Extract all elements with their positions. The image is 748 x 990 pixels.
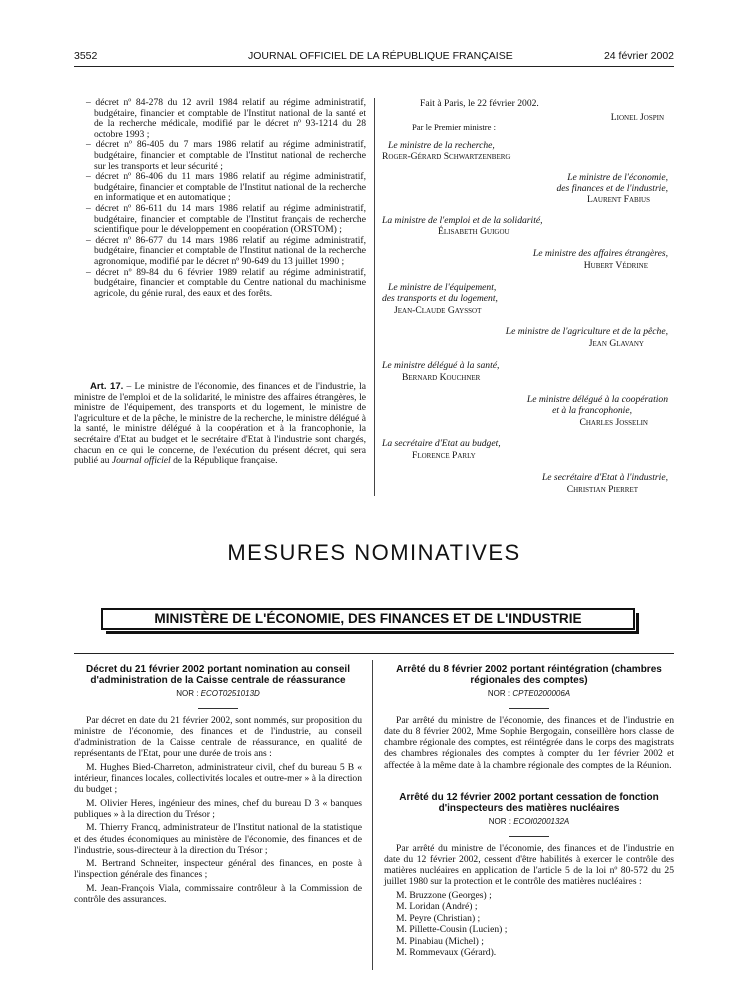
signatory-role: La secrétaire d'Etat au budget, (382, 438, 501, 449)
decret-title: Décret du 21 février 2002 portant nomination au conseil d'administration de la Caisse centrale de réassurance (86, 664, 350, 686)
article-17 (74, 382, 366, 467)
arrete-cessation (384, 792, 674, 959)
article-text: – Le ministre de l'économie, des finances et de l'industrie, la ministre de l'emploi et de la solidarité, le ministre des affaires étrangères, le ministre de l'équipement, des transports et du logement, le ministre de l'agriculture et de la pêche, le ministre de la recherche, le ministre délégué à la santé, le ministre délégué à la coopération et à la francophonie, la secrétaire d'Etat au budget et le secrétaire d'Etat à l'industrie sont chargés, chacun en ce qui le concerne, de l'exécution du présent décret, qui sera publié au (74, 381, 366, 467)
signatory-name: Roger-Gérard Schwartzenberg (382, 151, 511, 162)
article-label: Art. 17. (90, 381, 124, 392)
decret-nor (74, 689, 362, 700)
arrete-title: Arrêté du 12 février 2002 portant cessation de fonction d'inspecteurs des matières nucléaires (399, 792, 659, 814)
decree-item: – décret nº 89-84 du 6 février 1989 relatif au régime administratif, budgétaire, financier et comptable du Centre national du machinisme agricole, du génie rural, des eaux et des forêts. (86, 266, 366, 299)
ministry-rule (74, 653, 674, 654)
list-item: M. Pillette-Cousin (Lucien) ; (396, 924, 508, 936)
list-item: M. Rommevaux (Gérard). (396, 947, 497, 959)
signatory-role: La ministre de l'emploi et de la solidarité, (382, 215, 543, 226)
inspector-list (384, 890, 674, 959)
signatory-role: Le ministre de l'économie, (567, 172, 668, 183)
decret-member: M. Thierry Francq, administrateur de l'Institut national de la statistique et des études économiques au ministère de l'économie, des finances et de l'industrie, sous-directeur à la direction du Trésor ; (74, 822, 362, 856)
nor-label: NOR : (488, 817, 511, 826)
signatory-name: Christian Pierret (566, 484, 638, 495)
nor-code: ECOT0251013D (200, 689, 260, 698)
column-divider-bottom (372, 660, 373, 970)
issue-date: 24 février 2002 (603, 50, 674, 62)
nor-label: NOR : (487, 689, 511, 698)
decree-item: – décret nº 86-611 du 14 mars 1986 relatif au régime administratif, budgétaire, financier et comptable de l'Institut français de recherche scientifique pour le développement en coopération (ORSTOM) ; (86, 202, 366, 236)
arrete-title: Arrêté du 8 février 2002 portant réintégration (chambres régionales des comptes) (396, 664, 662, 686)
decret-member: M. Jean-François Viala, commissaire contrôleur à la Commission de contrôle des assurances. (74, 882, 362, 906)
place-date: Fait à Paris, le 22 février 2002. (420, 98, 539, 109)
arrete-text: Par arrêté du ministre de l'économie, des finances et de l'industrie en date du 8 février 2002, Mme Sophie Bergogain, conseillère hors classe de chambre régionale des comptes, est réintégrée dans le corps des magistrats des chambres régionales des comptes à compter du 1er février 2002 et affectée à la même date à la chambre régionale des comptes de la Réunion. (384, 714, 674, 771)
decree-item: – décret nº 86-405 du 7 mars 1986 relatif au régime administratif, budgétaire, financier et comptable de l'Institut national de recherche sur les transports et leur sécurité ; (86, 139, 366, 172)
list-item: M. Loridan (André) ; (396, 901, 478, 913)
pm-intro: Par le Premier ministre : (412, 122, 497, 132)
list-item: M. Pinabiau (Michel) ; (396, 935, 484, 947)
signatory-name: Élisabeth Guigou (438, 226, 510, 237)
decree-item: – décret nº 84-278 du 12 avril 1984 relatif au régime administratif, budgétaire, financier et comptable de l'Institut national de la santé et de la recherche médicale, modifié par le décret nº 93-1214 du 28 octobre 1993 ; (86, 97, 366, 140)
arrete-nor (384, 817, 674, 828)
signatory-role: Le ministre de la recherche, (388, 140, 495, 151)
signatory-role: Le secrétaire d'Etat à l'industrie, (541, 472, 668, 483)
signatory-name: Jean Glavany (588, 338, 644, 349)
signatory-role: Le ministre délégué à la coopération (526, 394, 668, 405)
decree-item: – décret nº 86-406 du 11 mars 1986 relatif au régime administratif, budgétaire, financier et comptable de l'Institut national de la recherche en informatique et en automatique ; (86, 171, 366, 204)
separator-rule (198, 708, 238, 709)
arrete-text: Par arrêté du ministre de l'économie, des finances et de l'industrie en date du 12 février 2002, cessent d'être habilités à exercer le contrôle des matières nucléaires en application de l'article 5 de la loi nº 80-572 du 25 juillet 1980 sur la protection et le contrôle des matières nucléaires : (384, 842, 674, 888)
header-rule (74, 66, 674, 67)
signatory-role: Le ministre de l'agriculture et de la pêche, (505, 326, 668, 337)
ministry-banner (101, 608, 635, 630)
signatory-role: Le ministre délégué à la santé, (382, 360, 500, 371)
signatory-name: Florence Parly (412, 450, 476, 461)
signatory-role: et à la francophonie, (552, 405, 632, 416)
decret-member: M. Bertrand Schneiter, inspecteur général des finances, en poste à l'inspection générale des finances ; (74, 858, 362, 881)
section-title: MESURES NOMINATIVES (227, 540, 521, 565)
column-divider (374, 98, 375, 496)
signatory-role: Le ministre des affaires étrangères, (532, 248, 668, 259)
signatory-name: Laurent Fabius (587, 194, 650, 205)
separator-rule (509, 708, 549, 709)
decret-caisse (74, 664, 362, 907)
decree-list-column (86, 98, 366, 299)
nor-code: CPTE0200006A (512, 689, 571, 698)
signatory-role: des transports et du logement, (382, 293, 498, 304)
signatory-name: Jean-Claude Gayssot (394, 305, 482, 316)
decret-intro: Par décret en date du 21 février 2002, sont nommés, sur proposition du ministre de l'économie, des finances et de l'industrie, au conseil d'administration de la Caisse centrale de réassurance, en qualité de représentants de l'Etat, pour une durée de trois ans : (74, 714, 362, 760)
decret-member: M. Hughes Bied-Charreton, administrateur civil, chef du bureau 5 B « intérieur, finances locales, collectivités locales et outre-mer » à la direction du budget ; (74, 761, 362, 796)
article-text-end: de la République française. (170, 455, 278, 467)
separator-rule (509, 836, 549, 837)
signatory-name: Bernard Kouchner (402, 372, 481, 383)
article-italic: Journal officiel (111, 455, 171, 467)
nor-code: ECOI0200132A (513, 817, 570, 826)
journal-title: JOURNAL OFFICIEL DE LA RÉPUBLIQUE FRANÇAISE (248, 50, 513, 62)
decree-item: – décret nº 86-677 du 14 mars 1986 relatif au régime administratif, budgétaire, financier et comptable de l'Institut national de la recherche agronomique, modifié par le décret nº 90-649 du 13 juillet 1990 ; (86, 234, 366, 267)
list-item: M. Bruzzone (Georges) ; (396, 889, 492, 901)
ministry-title: MINISTÈRE DE L'ÉCONOMIE, DES FINANCES ET DE L'INDUSTRIE (154, 611, 582, 626)
pm-name: Lionel Jospin (610, 112, 664, 123)
decret-member: M. Olivier Heres, ingénieur des mines, chef du bureau D 3 « banques publiques » à la direction du Trésor ; (74, 797, 362, 820)
signatory-role: Le ministre de l'équipement, (388, 282, 497, 293)
signatory-name: Hubert Védrine (583, 260, 648, 271)
page-number: 3552 (74, 50, 98, 62)
arrete-reintegration (384, 664, 674, 773)
list-item: M. Peyre (Christian) ; (396, 912, 481, 924)
signatory-role: des finances et de l'industrie, (556, 183, 668, 194)
signatory-name: Charles Josselin (579, 417, 648, 428)
nor-label: NOR : (176, 689, 199, 698)
arrete-nor (384, 689, 674, 700)
